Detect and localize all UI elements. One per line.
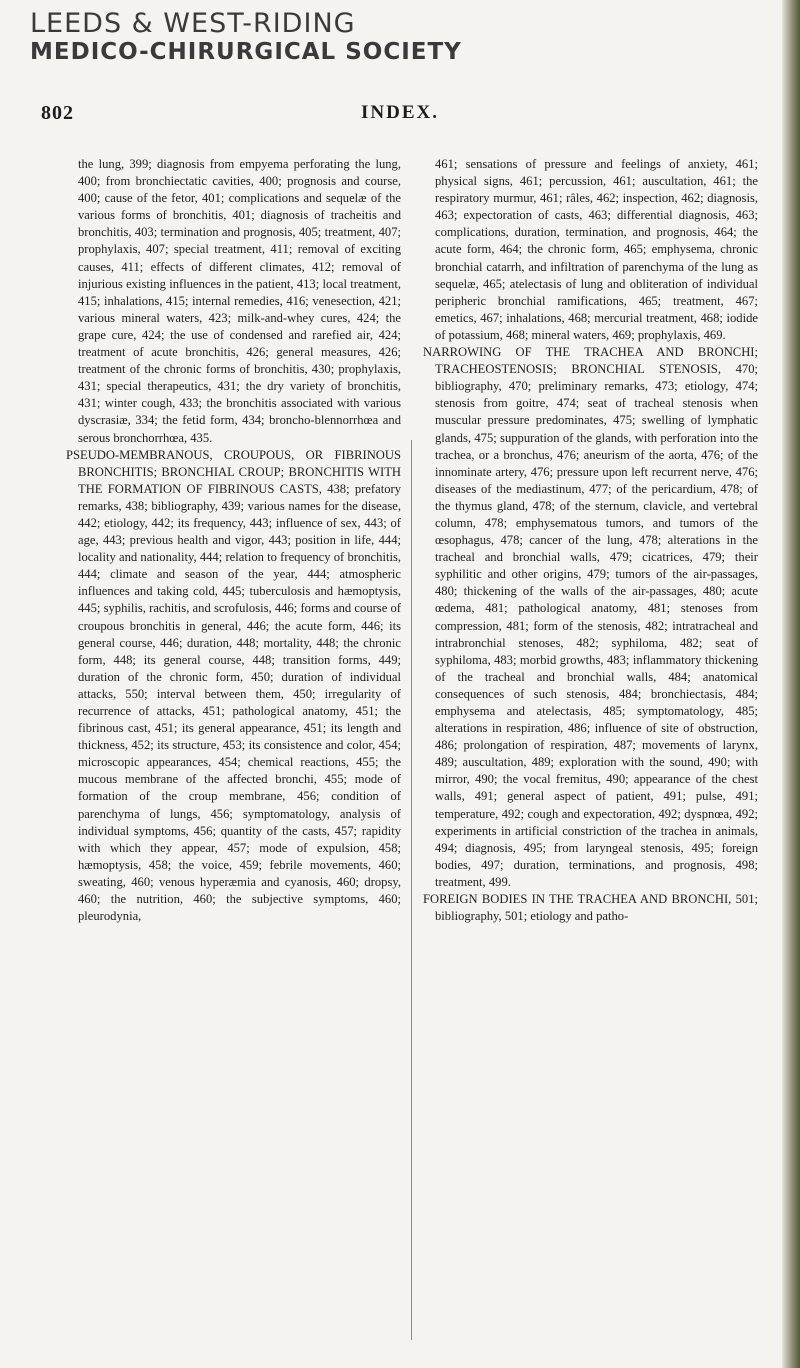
page-number: 802 (41, 102, 74, 124)
index-entry: NARROWING OF THE TRACHEA AND BRONCHI; TRACHEOSTENOSIS; BRONCHIAL STENOSIS, 470; bibliography, 470; preliminary remarks, 473; etiology, 474; stenosis from goitre, 474; seat of tracheal stenosis when muscular pressure predominates, 475; swelling of lymphatic glands, 475; suppuration of the glands, with perforation into the trachea, or a bronchus, 476; aneurism of the aorta, 476; of the innominate artery, 476; pressure upon left recurrent nerve, 476; diseases of the mediastinum, 477; of the pericardium, 478; of the thymus gland, 478; of the sternum, clavicle, and vertebral column, 478; emphysematous tumors, and tumors of the œsophagus, 478; cancer of the lung, 478; alterations in the tracheal and bronchial walls, 479; cicatrices, 479; their syphilitic and other origins, 479; tumors of the air-passages, 480; thickening of the walls of the air-passages, 480; acute œdema, 481; pathological anatomy, 481; stenoses from compression, 481; form of the stenosis, 482; intratracheal and intrabronchial stenoses, 482; syphiloma, 482; seat of syphiloma, 483; morbid growths, 483; inflammatory thickening of the tracheal and bronchial walls, 484; anatomical consequences of such stenosis, 484; bronchiectasis, 484; emphysema and atelectasis, 485; symptomatology, 485; alterations in respiration, 486; influence of site of obstruction, 486; prolongation of respiration, 487; movements of larynx, 489; auscultation, 489; exploration with the sound, 490; with mirror, 490; the vocal fremitus, 490; appearance of the chest walls, 491; general aspect of patient, 491; pulse, 491; temperature, 492; cough and expectoration, 492; dyspnœa, 492; experiments in artificial constriction of the trachea in animals, 494; diagnosis, 495; from laryngeal stenosis, 495; foreign bodies, 497; duration, terminations, and prognosis, 498; treatment, 499. (423, 345, 758, 889)
column-divider (411, 440, 412, 1340)
index-entry: 461; sensations of pressure and feelings of anxiety, 461; physical signs, 461; percussion, 461; auscultation, 461; the respiratory murmur, 461; râles, 462; inspection, 462; diagnosis, 463; expectoration of casts, 463; differential diagnosis, 463; complications, duration, termination, and prognosis, 464; the acute form, 464; the chronic form, 465; emphysema, chronic bronchial catarrh, and infiltration of parenchyma of the lung as sequelæ, 465; atelectasis of lung and obliteration of individual peripheric bronchial ramifications, 465; treatment, 467; emetics, 467; inhalations, 468; mercurial treatment, 468; iodide of potassium, 468; mineral waters, 469; prophylaxis, 469. (435, 157, 758, 342)
index-entry: FOREIGN BODIES IN THE TRACHEA AND BRONCHI, 501; bibliography, 501; etiology and patho- (423, 892, 758, 924)
library-stamp (30, 8, 462, 65)
index-entry: PSEUDO-MEMBRANOUS, CROUPOUS, OR FIBRINOUS BRONCHITIS; BRONCHIAL CROUP; BRONCHITIS WITH THE FORMATION OF FIBRINOUS CASTS, 438; prefatory remarks, 438; bibliography, 439; various names for the disease, 442; etiology, 442; its frequency, 443; influence of sex, 443; of age, 443; previous health and vigor, 443; position in life, 444; locality and nationality, 444; relation to frequency of bronchitis, 444; climate and season of the year, 444; atmospheric influences and taking cold, 445; tuberculosis and hæmoptysis, 445; syphilis, rachitis, and scrofulosis, 446; forms and course of croupous bronchitis in general, 446; the acute form, 446; its general course, 446; duration, 448; mortality, 448; the chronic form, 448; its general course, 448; transition forms, 449; duration of the chronic form, 450; duration of individual attacks, 550; interval between them, 450; irregularity of recurrence of attacks, 451; pathological anatomy, 451; the fibrinous cast, 451; its general appearance, 451; its length and thickness, 452; its structure, 453; its consistence and color, 454; microscopic appearances, 454; chemical reactions, 455; the mucous membrane of the affected bronchi, 455; mode of formation of the croup membrane, 456; condition of parenchyma of lungs, 456; symptomatology, analysis of individual symptoms, 456; quantity of the casts, 457; rapidity with which they appear, 457; mode of expulsion, 458; hæmoptysis, 458; the voice, 459; febrile movements, 460; sweating, 460; venous hyperæmia and cyanosis, 460; dropsy, 460; the nutrition, 460; the subjective symptoms, 460; pleurodynia, (66, 447, 401, 924)
running-title: INDEX. (361, 102, 439, 123)
stamp-line-1: LEEDS & WEST-RIDING (30, 8, 356, 39)
index-entry: the lung, 399; diagnosis from empyema perforating the lung, 400; from bronchiectatic cavities, 400; prognosis and course, 400; cause of the fetor, 401; complications and sequelæ of the various forms of bronchitis, 401; diagnosis of tracheitis and bronchitis, 403; termination and prognosis, 405; treatment, 407; prophylaxis, 407; special treatment, 411; removal of exciting causes, 411; effects of different climates, 412; removal of injurious existing influences in the patient, 413; local treatment, 415; inhalations, 415; internal remedies, 416; venesection, 421; various mineral waters, 423; milk-and-whey cures, 424; the grape cure, 424; the use of condensed and rarefied air, 424; treatment of acute bronchitis, 426; general measures, 426; treatment of the chronic forms of bronchitis, 430; prophylaxis, 431; special therapeutics, 431; the dry variety of bronchitis, 431; winter cough, 433; the bronchitis associated with various dyscrasiæ, 334; the fetid form, 434; broncho-blennorrhœa and serous bronchorrhœa, 435. (78, 157, 401, 445)
index-column-left (66, 156, 401, 925)
index-column-right (423, 156, 758, 925)
stamp-line-2: MEDICO-CHIRURGICAL SOCIETY (30, 39, 462, 66)
page-edge (782, 0, 800, 1368)
